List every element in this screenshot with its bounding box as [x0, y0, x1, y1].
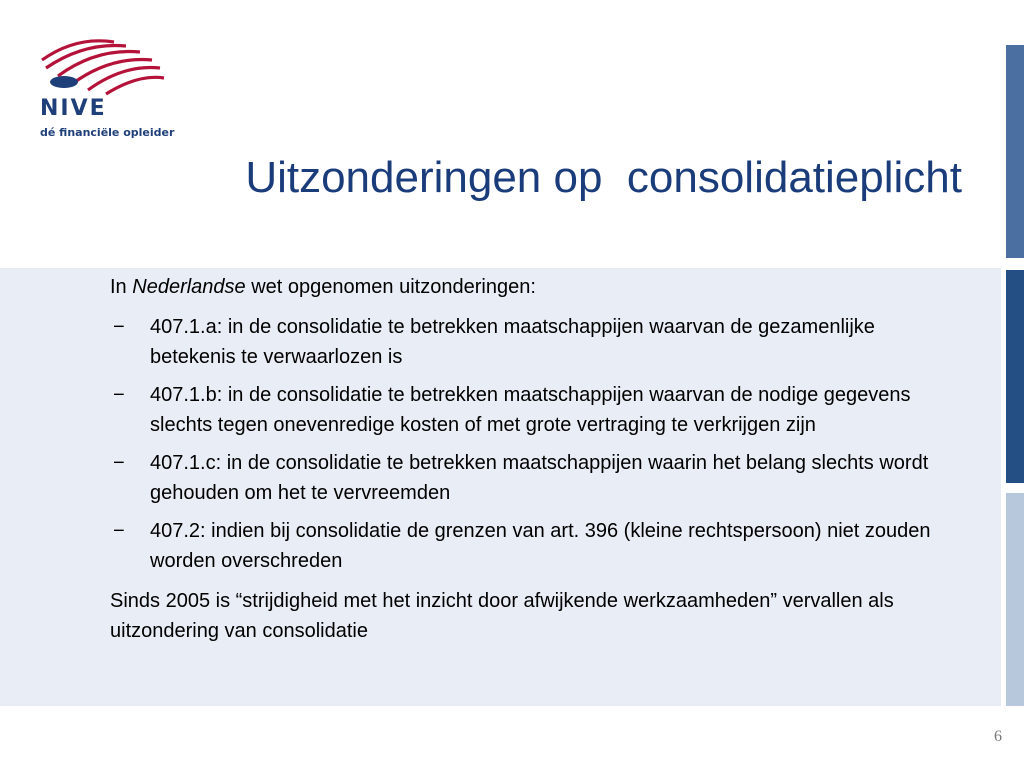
slide-content: [110, 272, 960, 666]
bullet-marker: −: [113, 452, 125, 474]
intro-emphasis: Nederlandse: [132, 276, 246, 298]
logo-tagline: dé financiële opleider: [40, 126, 175, 139]
bullet-text: 407.2: indien bij consolidatie de grenzen van art. 396 (kleine rechtspersoon) niet zouden worden overschreden: [150, 520, 931, 572]
list-item: [110, 380, 960, 440]
logo-mark-icon: [36, 34, 171, 96]
bullet-list: [110, 312, 960, 576]
bullet-text: 407.1.a: in de consolidatie te betrekken maatschappijen waarvan de gezamenlijke betekenis te verwaarlozen is: [150, 316, 875, 368]
intro-suffix: wet opgenomen uitzonderingen:: [245, 276, 536, 298]
closing-text: Sinds 2005 is “strijdigheid met het inzicht door afwijkende werkzaamheden” vervallen als uitzondering van consolidatie: [110, 590, 894, 642]
list-item: [110, 312, 960, 372]
logo-name: NIVE: [40, 96, 107, 121]
bullet-marker: −: [113, 384, 125, 406]
slide-title: Uitzonderingen op consolidatieplicht: [245, 153, 962, 202]
decorative-bar-bottom: [1006, 493, 1024, 706]
list-item: [110, 516, 960, 576]
intro-text: [110, 272, 960, 302]
decorative-bar-middle: [1006, 270, 1024, 483]
nive-logo: [36, 34, 175, 144]
bullet-marker: −: [113, 520, 125, 542]
list-item: [110, 448, 960, 508]
intro-prefix: In: [110, 276, 133, 298]
bullet-text: 407.1.b: in de consolidatie te betrekken maatschappijen waarvan de nodige gegevens slechts tegen onevenredige kosten of met grote vertraging te verkrijgen zijn: [150, 384, 911, 436]
decorative-bar-top: [1006, 45, 1024, 258]
bullet-text: 407.1.c: in de consolidatie te betrekken maatschappijen waarin het belang slechts wordt gehouden om het te vervreemden: [150, 452, 929, 504]
bullet-marker: −: [113, 316, 125, 338]
page-number: 6: [994, 728, 1002, 745]
